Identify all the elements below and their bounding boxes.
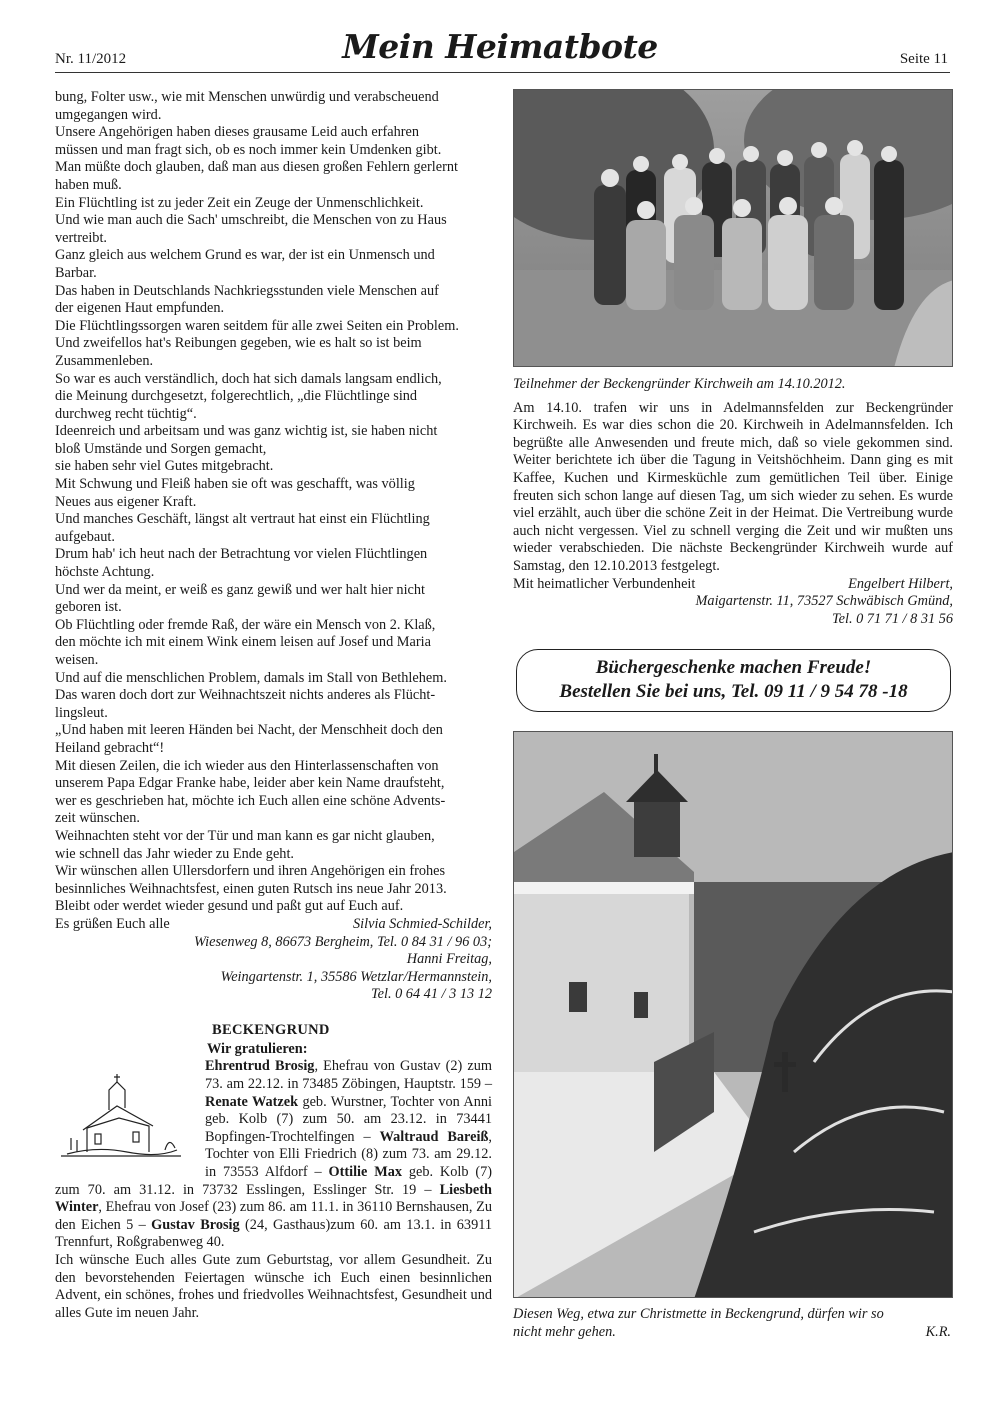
- poem-line: Das haben in Deutschlands Nachkriegsstunden viele Menschen auf: [55, 282, 439, 299]
- poem-line: aufgebaut.: [55, 528, 115, 545]
- birthday-detail: , Ehefrau von Gustav (2) zum 73. am 22.12. in 73485 Zöbingen, Hauptstr. 159 –: [205, 1058, 492, 1093]
- poem-line: Unsere Angehörigen haben dieses grausame Leid auch erfahren: [55, 124, 420, 141]
- book-ad-line1: Büchergeschenke machen Freude!: [595, 657, 872, 679]
- left-column: [55, 89, 492, 1322]
- poem-line: zeit wünschen.: [55, 810, 140, 827]
- poem-line: geboren ist.: [55, 599, 122, 616]
- poem-line: bloß Umstände und Sorgen gemacht,: [55, 440, 267, 457]
- signature-name-2: Hanni Freitag,: [406, 951, 492, 968]
- group-photo: [513, 89, 953, 367]
- poem-line: lingsleut.: [55, 704, 108, 721]
- poem-line: Die Flüchtlingssorgen waren seitdem für alle zwei Seiten ein Problem.: [55, 317, 459, 334]
- greeting: Es grüßen Euch alle: [55, 915, 170, 932]
- header-rule: [55, 72, 950, 73]
- poem-line: besinnliches Weihnachtsfest, einen guten Rutsch ins neue Jahr 2013.: [55, 880, 447, 897]
- beckengrund-section: [55, 1022, 492, 1323]
- celebrant-name: Ottilie Max: [328, 1164, 402, 1181]
- book-ad-box: [516, 649, 951, 712]
- poem-line: Weihnachten steht vor der Tür und man kann es gar nicht glauben,: [55, 827, 435, 844]
- poem-line: Und wie man auch die Sach' umschreibt, die Menschen von zu Haus: [55, 212, 447, 229]
- poem-line: Ob Flüchtling oder fremde Raß, der wäre ein Mensch von 2. Klaß,: [55, 616, 436, 633]
- poem-line: Das waren doch dort zur Weihnachtszeit nichts anderes als Flücht-: [55, 687, 436, 704]
- poem-line: die Meinung durchgesetzt, folgerechtlich, „die Flüchtlinge sind: [55, 388, 418, 405]
- poem-line: der eigenen Haut empfunden.: [55, 300, 225, 317]
- kirchweih-author: Engelbert Hilbert,: [848, 575, 953, 592]
- signature-phone-2: Tel. 0 64 41 / 3 13 12: [370, 986, 492, 1003]
- signature-address-1: Wiesenweg 8, 86673 Bergheim, Tel. 0 84 31 / 96 03;: [194, 933, 492, 950]
- signature-name-1: Silvia Schmied-Schilder,: [353, 915, 492, 932]
- beckengrund-closing: Ich wünsche Euch alles Gute zum Geburtstag, vor allem Gesundheit. Zu den bevorstehenden Feiertagen wünsche ich Euch einen besinnlichen Advent, ein schönes, frohes und friedvolles Weihnachtsfest, Gesundheit und alles Gute im neuen Jahr.: [55, 1252, 492, 1321]
- poem-line: Ganz gleich aus welchem Grund es war, der ist ein Unmensch und: [55, 247, 435, 264]
- poem-line: weisen.: [55, 652, 99, 668]
- poem-line: Drum hab' ich heut nach der Betrachtung vor vielen Flüchtlingen: [55, 546, 428, 563]
- beckengrund-title: BECKENGRUND: [212, 1021, 330, 1038]
- poem-line: „Und haben mit leeren Händen bei Nacht, der Menschheit doch den: [55, 722, 443, 739]
- poem-line: Bleibt oder werdet wieder gesund und paßt gut auf Euch auf.: [55, 898, 404, 915]
- celebrant-name: Gustav Brosig: [151, 1216, 240, 1233]
- kirchweih-address: Maigartenstr. 11, 73527 Schwäbisch Gmünd,: [695, 593, 953, 610]
- poem-line: Und manches Geschäft, längst alt vertraut hat einst ein Flüchtling: [55, 511, 430, 528]
- masthead-logo: Mein Heimatbote: [342, 27, 658, 66]
- poem-text: [55, 89, 492, 916]
- poem-line: wie schnell das Jahr wieder zu Ende geht.: [55, 845, 294, 862]
- kirchweih-phone: Tel. 0 71 71 / 8 31 56: [831, 610, 953, 627]
- poem-line: vertreibt.: [55, 229, 108, 246]
- poem-line: Und auf die menschlichen Problem, damals im Stall von Bethlehem.: [55, 669, 447, 686]
- poem-line: Ideenreich und arbeitsam und was ganz wichtig ist, sie haben nicht: [55, 423, 438, 440]
- celebrant-name: Liesbeth Winter: [55, 1181, 492, 1216]
- group-photo-image: [514, 90, 953, 367]
- poem-line: So war es auch verständlich, doch hat sich damals langsam endlich,: [55, 370, 442, 387]
- page-number: Seite 11: [899, 51, 948, 67]
- kirchweih-regards: Mit heimatlicher Verbundenheit: [513, 575, 696, 592]
- birthday-detail: geb. Wurstner, Tochter von Anni geb. Kolb (7) zum 50. am 23.12. in 73441 Bopfingen-Trochtelfingen –: [205, 1093, 492, 1145]
- chapel-photo: [513, 731, 953, 1298]
- birthday-detail: , Ehefrau von Josef (23) zum 86. am 11.1. in 36110 Bernshausen, Zu den Eichen 5 –: [55, 1199, 492, 1233]
- poem-line: Zusammenleben.: [55, 352, 154, 369]
- celebrant-name: Waltraud Bareiß: [379, 1128, 489, 1145]
- chapel-caption: [513, 1306, 953, 1341]
- poem-line: Und zweifellos hat's Reibungen gegeben, wie es halt so ist beim: [55, 335, 422, 352]
- birthday-detail: (24, Gasthaus)zum 60. am 13.1. in 63911 Trennfurt, Roßgrabenweg 40.: [55, 1216, 492, 1251]
- group-photo-caption: Teilnehmer der Beckengründer Kirchweih am 14.10.2012.: [513, 376, 846, 392]
- birthday-detail: , Tochter von Elli Friedrich (8) zum 73. am 29.12. in 73553 Alfdorf –: [205, 1128, 492, 1181]
- poem-line: Neues aus eigener Kraft.: [55, 493, 197, 510]
- poem-line: höchste Achtung.: [55, 564, 155, 581]
- poem-line: sie haben sehr viel Gutes mitgebracht.: [55, 458, 274, 475]
- birthday-detail: geb. Kolb (7) zum 70. am 31.12. in 73732 Esslingen, Esslinger Str. 19 –: [55, 1164, 492, 1198]
- kirchweih-signature: [513, 576, 953, 594]
- poem-line: den möchte ich mit einem Wink einem leisen auf Josef und Maria: [55, 634, 431, 651]
- poem-line: Man müßte doch glauben, daß man aus diesen großen Fehlern gerlernt: [55, 159, 458, 176]
- poem-line: durchweg recht tüchtig“.: [55, 405, 197, 422]
- poem-line: wer es geschrieben hat, möchte ich Euch allen eine schöne Advents-: [55, 792, 446, 809]
- poem-line: Mit diesen Zeilen, die ich wieder aus den Hinterlassenschaften von: [55, 757, 439, 774]
- congrats-heading: Wir gratulieren:: [207, 1040, 308, 1057]
- poem-line: Wir wünschen allen Ullersdorfern und ihren Angehörigen ein frohes: [55, 863, 446, 880]
- issue-number: Nr. 11/2012: [55, 51, 127, 67]
- poem-line: müssen und man fragt sich, ob es noch immer kein Umdenken gibt.: [55, 141, 442, 158]
- celebrant-name: Ehrentrud Brosig: [205, 1058, 315, 1075]
- chapel-caption-text: Diesen Weg, etwa zur Christmette in Beckengrund, dürfen wir so nicht mehr gehen.: [513, 1306, 884, 1340]
- signature-address-2: Weingartenstr. 1, 35586 Wetzlar/Hermannstein,: [220, 968, 492, 985]
- greeting-line: [55, 916, 492, 934]
- right-column: [513, 89, 953, 1342]
- poem-line: Und wer da meint, er weiß es ganz gewiß und wer halt hier nicht: [55, 581, 426, 598]
- poem-line: haben muß.: [55, 176, 122, 193]
- kirchweih-report: Am 14.10. trafen wir uns in Adelmannsfelden zur Beckengründer Kirchweih. Es war dies schon die 20. Kirchweih in Adelmannsfelden. Ich begrüßte alle Anwesenden und freute mich, daß so viele gekommen sind. Weiter berichtete ich über die Tagung in Veitshöchheim. Dann ging es mit Kaffee, Kuchen und Kirmesküchle zum gemütlichen Teil über. Einige freuten sich schon lange auf diesen Tag, um sich wieder zu sehen. Es wurde viel erzählt, auch über die schöne Zeit in der Heimat. Die Vertreibung wurde auch nicht vergessen. Viel zu schnell verging die Zeit und wir mußten uns wieder verabschieden. Die nächste Beckengründer Kirchweih wurde auf Samstag, den 12.10.2013 festgelegt.: [513, 399, 953, 574]
- poem-line: umgegangen wird.: [55, 106, 162, 123]
- celebrant-name: Renate Watzek: [205, 1093, 299, 1110]
- poem-line: unserem Papa Edgar Franke habe, leider aber kein Name draufsteht,: [55, 775, 445, 792]
- book-ad-line2: Bestellen Sie bei uns, Tel. 09 11 / 9 54 78 -18: [559, 681, 908, 703]
- poem-line: Ein Flüchtling ist zu jeder Zeit ein Zeuge der Unmenschlichkeit.: [55, 194, 424, 211]
- book-ad: [513, 649, 953, 712]
- poem-line: Heiland gebracht“!: [55, 739, 165, 756]
- chapel-photo-image: [514, 732, 953, 1298]
- poem-line: Barbar.: [55, 264, 97, 281]
- poem-line: bung, Folter usw., wie mit Menschen unwürdig und verabscheuend: [55, 89, 439, 105]
- poem-line: Mit Schwung und Fleiß haben sie oft was geschafft, was völlig: [55, 476, 415, 493]
- chapel-credit: K.R.: [925, 1323, 951, 1340]
- chapel-sketch-icon: [57, 1066, 185, 1166]
